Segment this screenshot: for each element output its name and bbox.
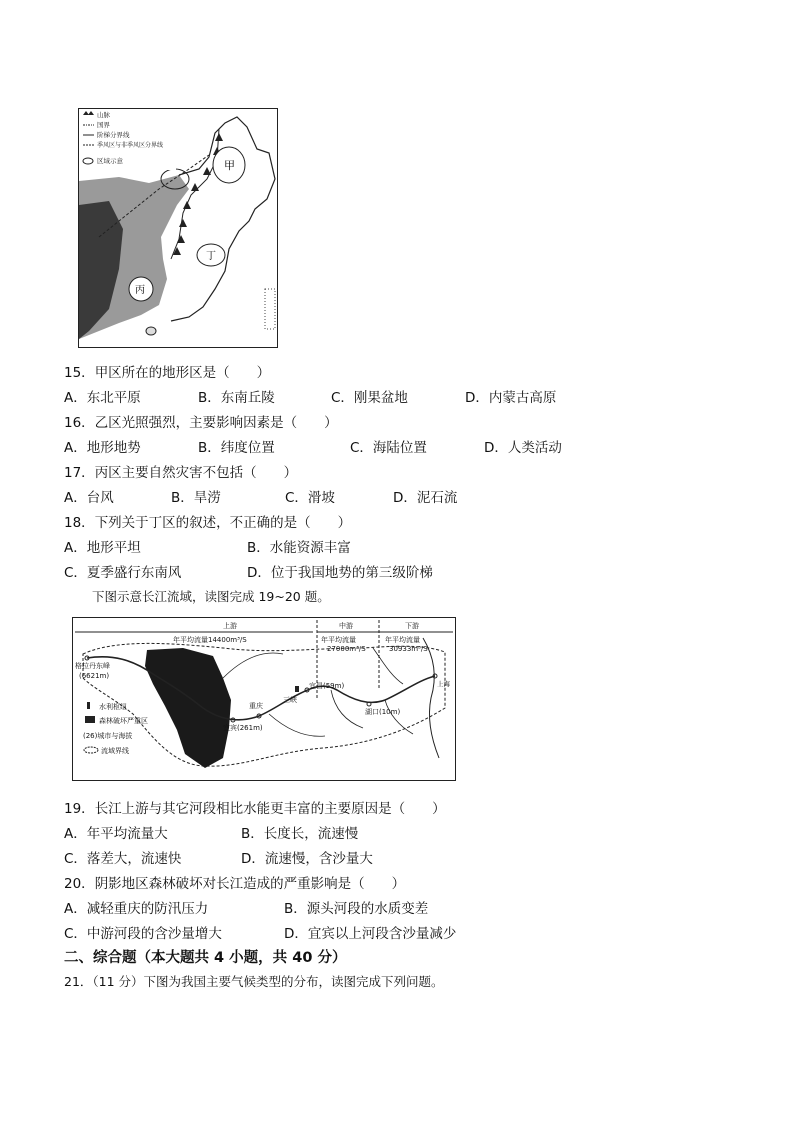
question-15 bbox=[64, 361, 270, 381]
china-region-map-graphic bbox=[79, 109, 277, 347]
question-number: 17． bbox=[64, 465, 95, 481]
q15-option-a[interactable]: A．东北平原 bbox=[64, 390, 141, 406]
question-16 bbox=[64, 411, 338, 431]
question-18 bbox=[64, 511, 351, 531]
legend-staircase: 阶梯分界线 bbox=[97, 131, 130, 139]
question-20 bbox=[64, 872, 405, 892]
label-flow-upper: 年平均流量14400m³/S bbox=[173, 636, 247, 644]
label-downstream: 下游 bbox=[405, 622, 419, 630]
q16-option-b[interactable]: B．纬度位置 bbox=[198, 440, 275, 456]
q20-option-b[interactable]: B．源头河段的水质变差 bbox=[284, 901, 429, 917]
label-jia: 甲 bbox=[224, 159, 235, 172]
label-chongqing: 重庆 bbox=[249, 702, 263, 710]
label-flow-low: 年平均流量 bbox=[385, 636, 420, 644]
question-stem: 丙区主要自然灾害不包括（ ） bbox=[94, 465, 298, 481]
q20-option-c[interactable]: C．中游河段的含沙量增大 bbox=[64, 926, 222, 942]
label-bing: 丙 bbox=[135, 285, 145, 296]
q16-option-c[interactable]: C．海陆位置 bbox=[350, 440, 427, 456]
question-number: 20． bbox=[64, 876, 95, 892]
section-heading: 二、综合题（本大题共 4 小题，共 40 分） bbox=[64, 950, 347, 966]
question-stem: 甲区所在的地形区是（ ） bbox=[94, 365, 271, 381]
question-stem: 乙区光照强烈，主要影响因素是（ ） bbox=[94, 415, 338, 431]
q16-option-d[interactable]: D．人类活动 bbox=[484, 440, 562, 456]
label-yibin: 宜宾(261m) bbox=[223, 724, 263, 732]
question-17 bbox=[64, 461, 297, 481]
question-21: 21．（11 分）下图为我国主要气候类型的分布，读图完成下列问题。 bbox=[64, 974, 444, 989]
q18-option-c[interactable]: C．夏季盛行东南风 bbox=[64, 565, 182, 581]
label-shanghai: 上海 bbox=[437, 680, 450, 688]
label-peak: 格拉丹东峰 bbox=[75, 662, 110, 670]
yangtze-basin-map bbox=[72, 617, 456, 781]
q19-option-a[interactable]: A．年平均流量大 bbox=[64, 826, 168, 842]
label-sanxia: 三峡 bbox=[283, 696, 297, 704]
q15-option-b[interactable]: B．东南丘陵 bbox=[198, 390, 275, 406]
q17-option-d[interactable]: D．泥石流 bbox=[393, 490, 458, 506]
legend-monsoon: 季风区与非季风区分界线 bbox=[97, 142, 164, 149]
legend-region: 区域示意 bbox=[97, 157, 123, 165]
q20-option-d[interactable]: D．宜宾以上河段含沙量减少 bbox=[284, 926, 457, 942]
question-number: 19． bbox=[64, 801, 95, 817]
china-region-map bbox=[78, 108, 278, 348]
label-flow-mid: 年平均流量 bbox=[321, 636, 356, 644]
q18-option-d[interactable]: D．位于我国地势的第三级阶梯 bbox=[247, 565, 433, 581]
label-ding: 丁 bbox=[206, 251, 216, 262]
label-peak-elev: (6621m) bbox=[79, 672, 110, 680]
question-stem: 下列关于丁区的叙述，不正确的是（ ） bbox=[94, 515, 352, 531]
q19-option-c[interactable]: C．落差大，流速快 bbox=[64, 851, 182, 867]
legend-city: (26)城市与海拔 bbox=[83, 732, 133, 740]
q16-option-a[interactable]: A．地形地势 bbox=[64, 440, 141, 456]
q17-option-a[interactable]: A．台风 bbox=[64, 490, 114, 506]
q18-option-b[interactable]: B．水能资源丰富 bbox=[247, 540, 351, 556]
question-stem: 阴影地区森林破坏对长江造成的严重影响是（ ） bbox=[94, 876, 406, 892]
q19-option-d[interactable]: D．流速慢，含沙量大 bbox=[241, 851, 373, 867]
question-number: 16． bbox=[64, 415, 95, 431]
legend-dam: 水利枢纽 bbox=[99, 703, 127, 711]
intro-19-20: 下图示意长江流域，读图完成 19~20 题。 bbox=[92, 589, 330, 604]
q17-option-c[interactable]: C．滑坡 bbox=[285, 490, 335, 506]
label-upstream: 上游 bbox=[223, 622, 237, 630]
legend-basin: 流域界线 bbox=[101, 747, 129, 755]
label-midstream: 中游 bbox=[339, 622, 353, 630]
legend-mountain: 山脉 bbox=[97, 111, 110, 119]
yangtze-basin-map-graphic bbox=[73, 618, 455, 780]
legend-forest: 森林破坏严重区 bbox=[99, 717, 148, 725]
legend-border: 国界 bbox=[97, 121, 110, 129]
q18-option-a[interactable]: A．地形平坦 bbox=[64, 540, 141, 556]
label-hukou: 湖口(10m) bbox=[365, 708, 401, 716]
q20-option-a[interactable]: A．减轻重庆的防汛压力 bbox=[64, 901, 209, 917]
q15-option-c[interactable]: C．刚果盆地 bbox=[331, 390, 408, 406]
question-number: 18． bbox=[64, 515, 95, 531]
q19-option-b[interactable]: B．长度长，流速慢 bbox=[241, 826, 359, 842]
question-number: 15． bbox=[64, 365, 95, 381]
label-flow-mid-value: 27000m³/S bbox=[327, 645, 366, 653]
question-stem: 长江上游与其它河段相比水能更丰富的主要原因是（ ） bbox=[94, 801, 446, 817]
q17-option-b[interactable]: B．旱涝 bbox=[171, 490, 221, 506]
q15-option-d[interactable]: D．内蒙古高原 bbox=[465, 390, 557, 406]
label-flow-low-value: 30933m³/S bbox=[389, 645, 428, 653]
question-19 bbox=[64, 797, 446, 817]
label-yichang: 宜昌(59m) bbox=[309, 682, 345, 690]
